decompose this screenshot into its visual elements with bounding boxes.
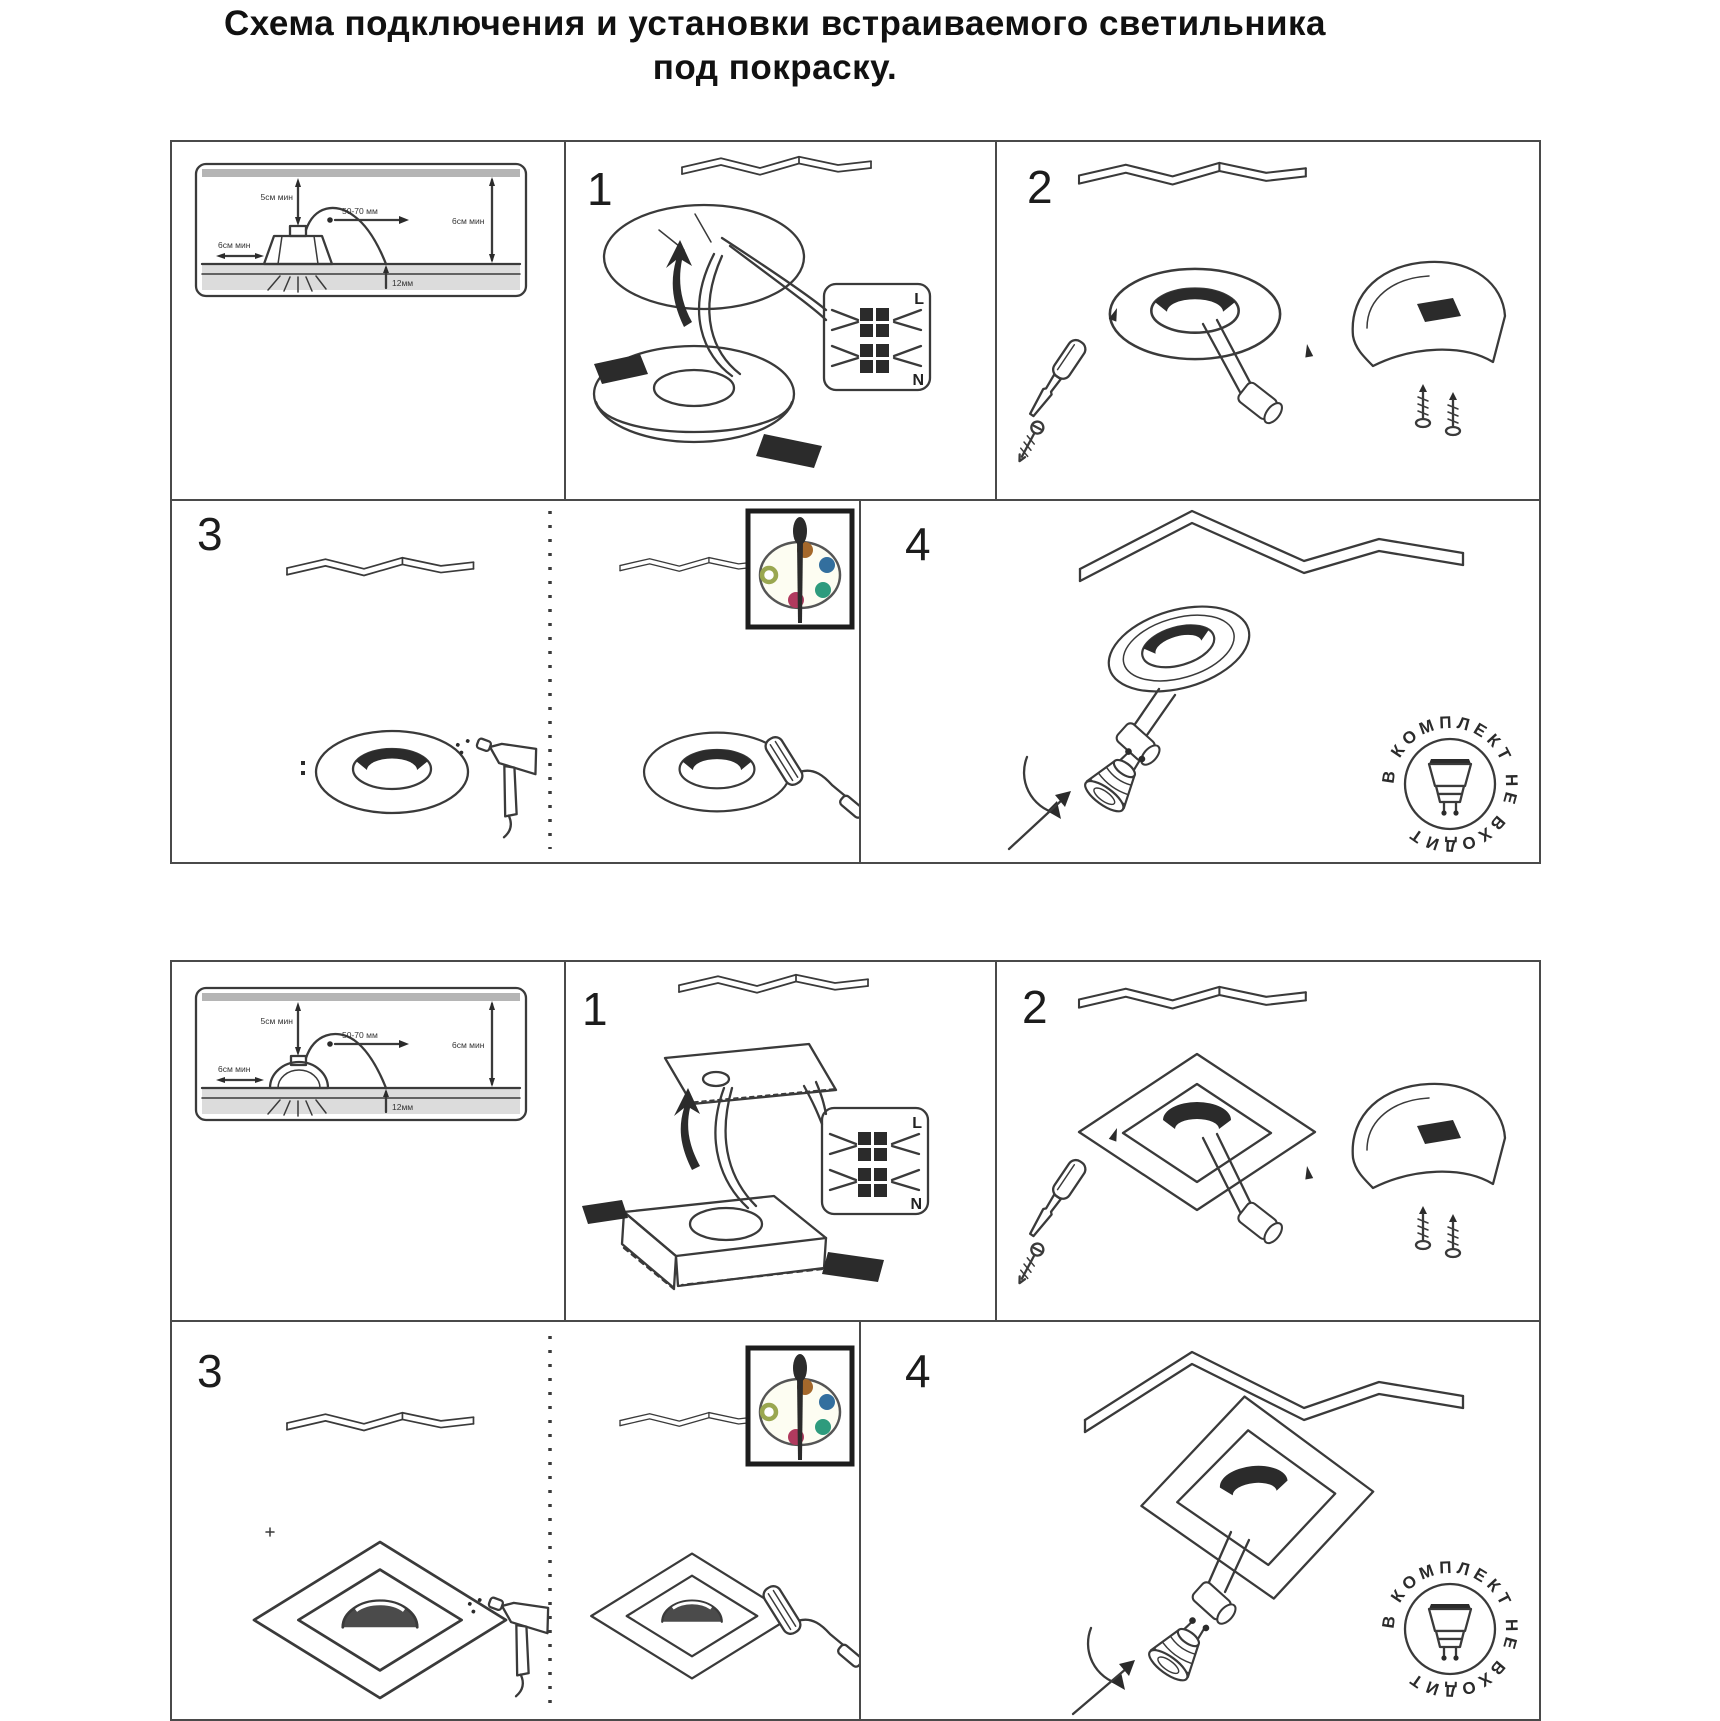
step4-round-drawing [859,499,1539,862]
instructions-grid-square [170,960,1541,1721]
page-title [0,2,1550,90]
cell-step4-round [859,499,1539,862]
panel-number-2: 2 [1027,161,1053,213]
cell-dimensions-round [172,142,564,499]
instructions-grid-round [170,140,1541,864]
cell-step1-round [564,142,995,499]
panel-number-4: 4 [905,1345,931,1397]
step1-square-drawing [564,962,995,1320]
cell-step2-round [995,142,1539,499]
panel-number-4: 4 [905,518,931,570]
step4-square-drawing [859,1320,1539,1719]
step1-round-drawing [564,142,995,499]
cell-dimensions-square [172,962,564,1320]
dimension-drawing-round [172,142,564,499]
cell-step4-square [859,1320,1539,1719]
panel-number-2: 2 [1022,981,1048,1033]
panel-number-3: 3 [197,508,223,560]
dimension-drawing-square [172,962,564,1320]
cell-step3-square [172,1320,859,1719]
cell-step3-round [172,499,859,862]
cell-step1-square [564,962,995,1320]
step3-square-drawing [172,1320,859,1719]
panel-number-1: 1 [587,163,613,215]
title-line-1: Схема подключения и установки встраиваемого светильника [223,4,1327,43]
step2-round-drawing [995,142,1539,499]
step3-round-drawing [172,499,859,862]
panel-number-1: 1 [582,983,608,1035]
step2-square-drawing [995,962,1539,1320]
panel-number-3: 3 [197,1345,223,1397]
cell-step2-square [995,962,1539,1320]
title-line-2: под покраску. [652,48,898,87]
